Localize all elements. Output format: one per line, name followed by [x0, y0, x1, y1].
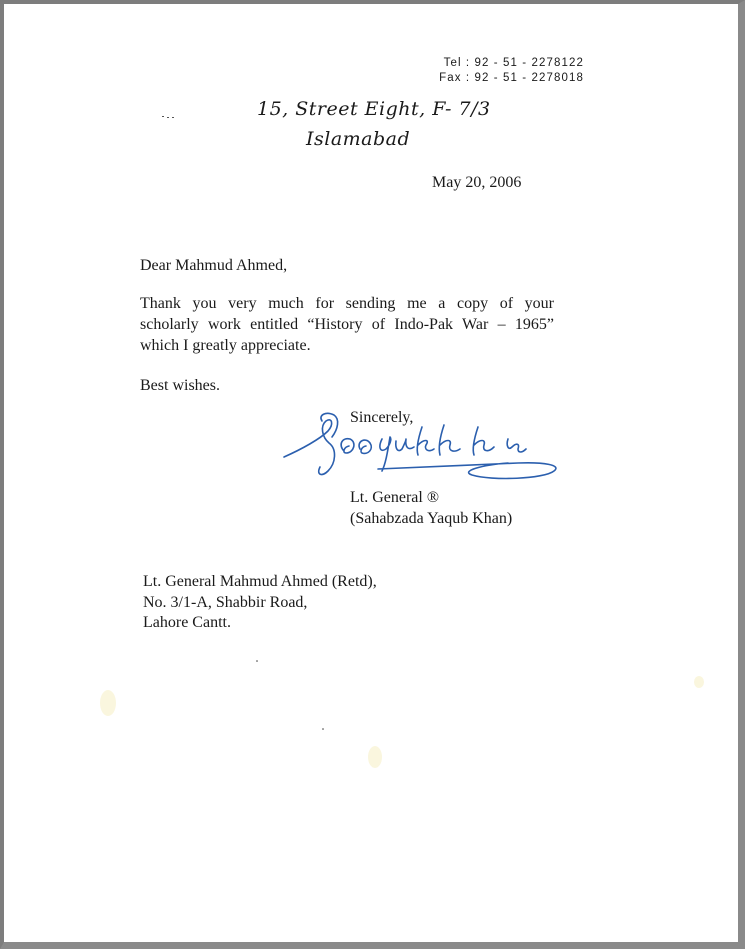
body-line: Thank you very much for sending me a copy of your: [140, 295, 554, 312]
letter-body: [140, 293, 554, 356]
recipient-address: [143, 572, 377, 634]
letterhead-address-line1: 15, Street Eight, F- 7/3: [257, 98, 491, 120]
fax-number: Fax : 92 - 51 - 2278018: [439, 72, 584, 84]
handwritten-signature: [282, 409, 566, 491]
signer-rank: Lt. General ®: [350, 489, 440, 506]
letterhead-contact: [424, 56, 584, 86]
closing-wishes: Best wishes.: [140, 377, 220, 394]
paper-stain: [694, 676, 704, 688]
recipient-line3: Lahore Cantt.: [143, 614, 231, 631]
telephone-number: Tel : 92 - 51 - 2278122: [443, 57, 584, 69]
paper-speck: [256, 660, 258, 662]
scan-speck: [162, 116, 176, 118]
letterhead-address-city: Islamabad: [306, 128, 411, 150]
recipient-line2: No. 3/1-A, Shabbir Road,: [143, 593, 308, 611]
signoff: Sincerely,: [350, 409, 414, 426]
recipient-line1: Lt. General Mahmud Ahmed (Retd),: [143, 573, 377, 590]
paper-speck: [322, 728, 324, 730]
signer-name: (Sahabzada Yaqub Khan): [350, 510, 513, 527]
paper-stain: [100, 690, 116, 716]
salutation: Dear Mahmud Ahmed,: [140, 257, 288, 274]
paper-stain: [368, 746, 382, 768]
body-line: which I greatly appreciate.: [140, 337, 311, 354]
body-line: scholarly work entitled “History of Indo-Pak War – 1965”: [140, 316, 554, 333]
letter-date: May 20, 2006: [432, 174, 522, 191]
